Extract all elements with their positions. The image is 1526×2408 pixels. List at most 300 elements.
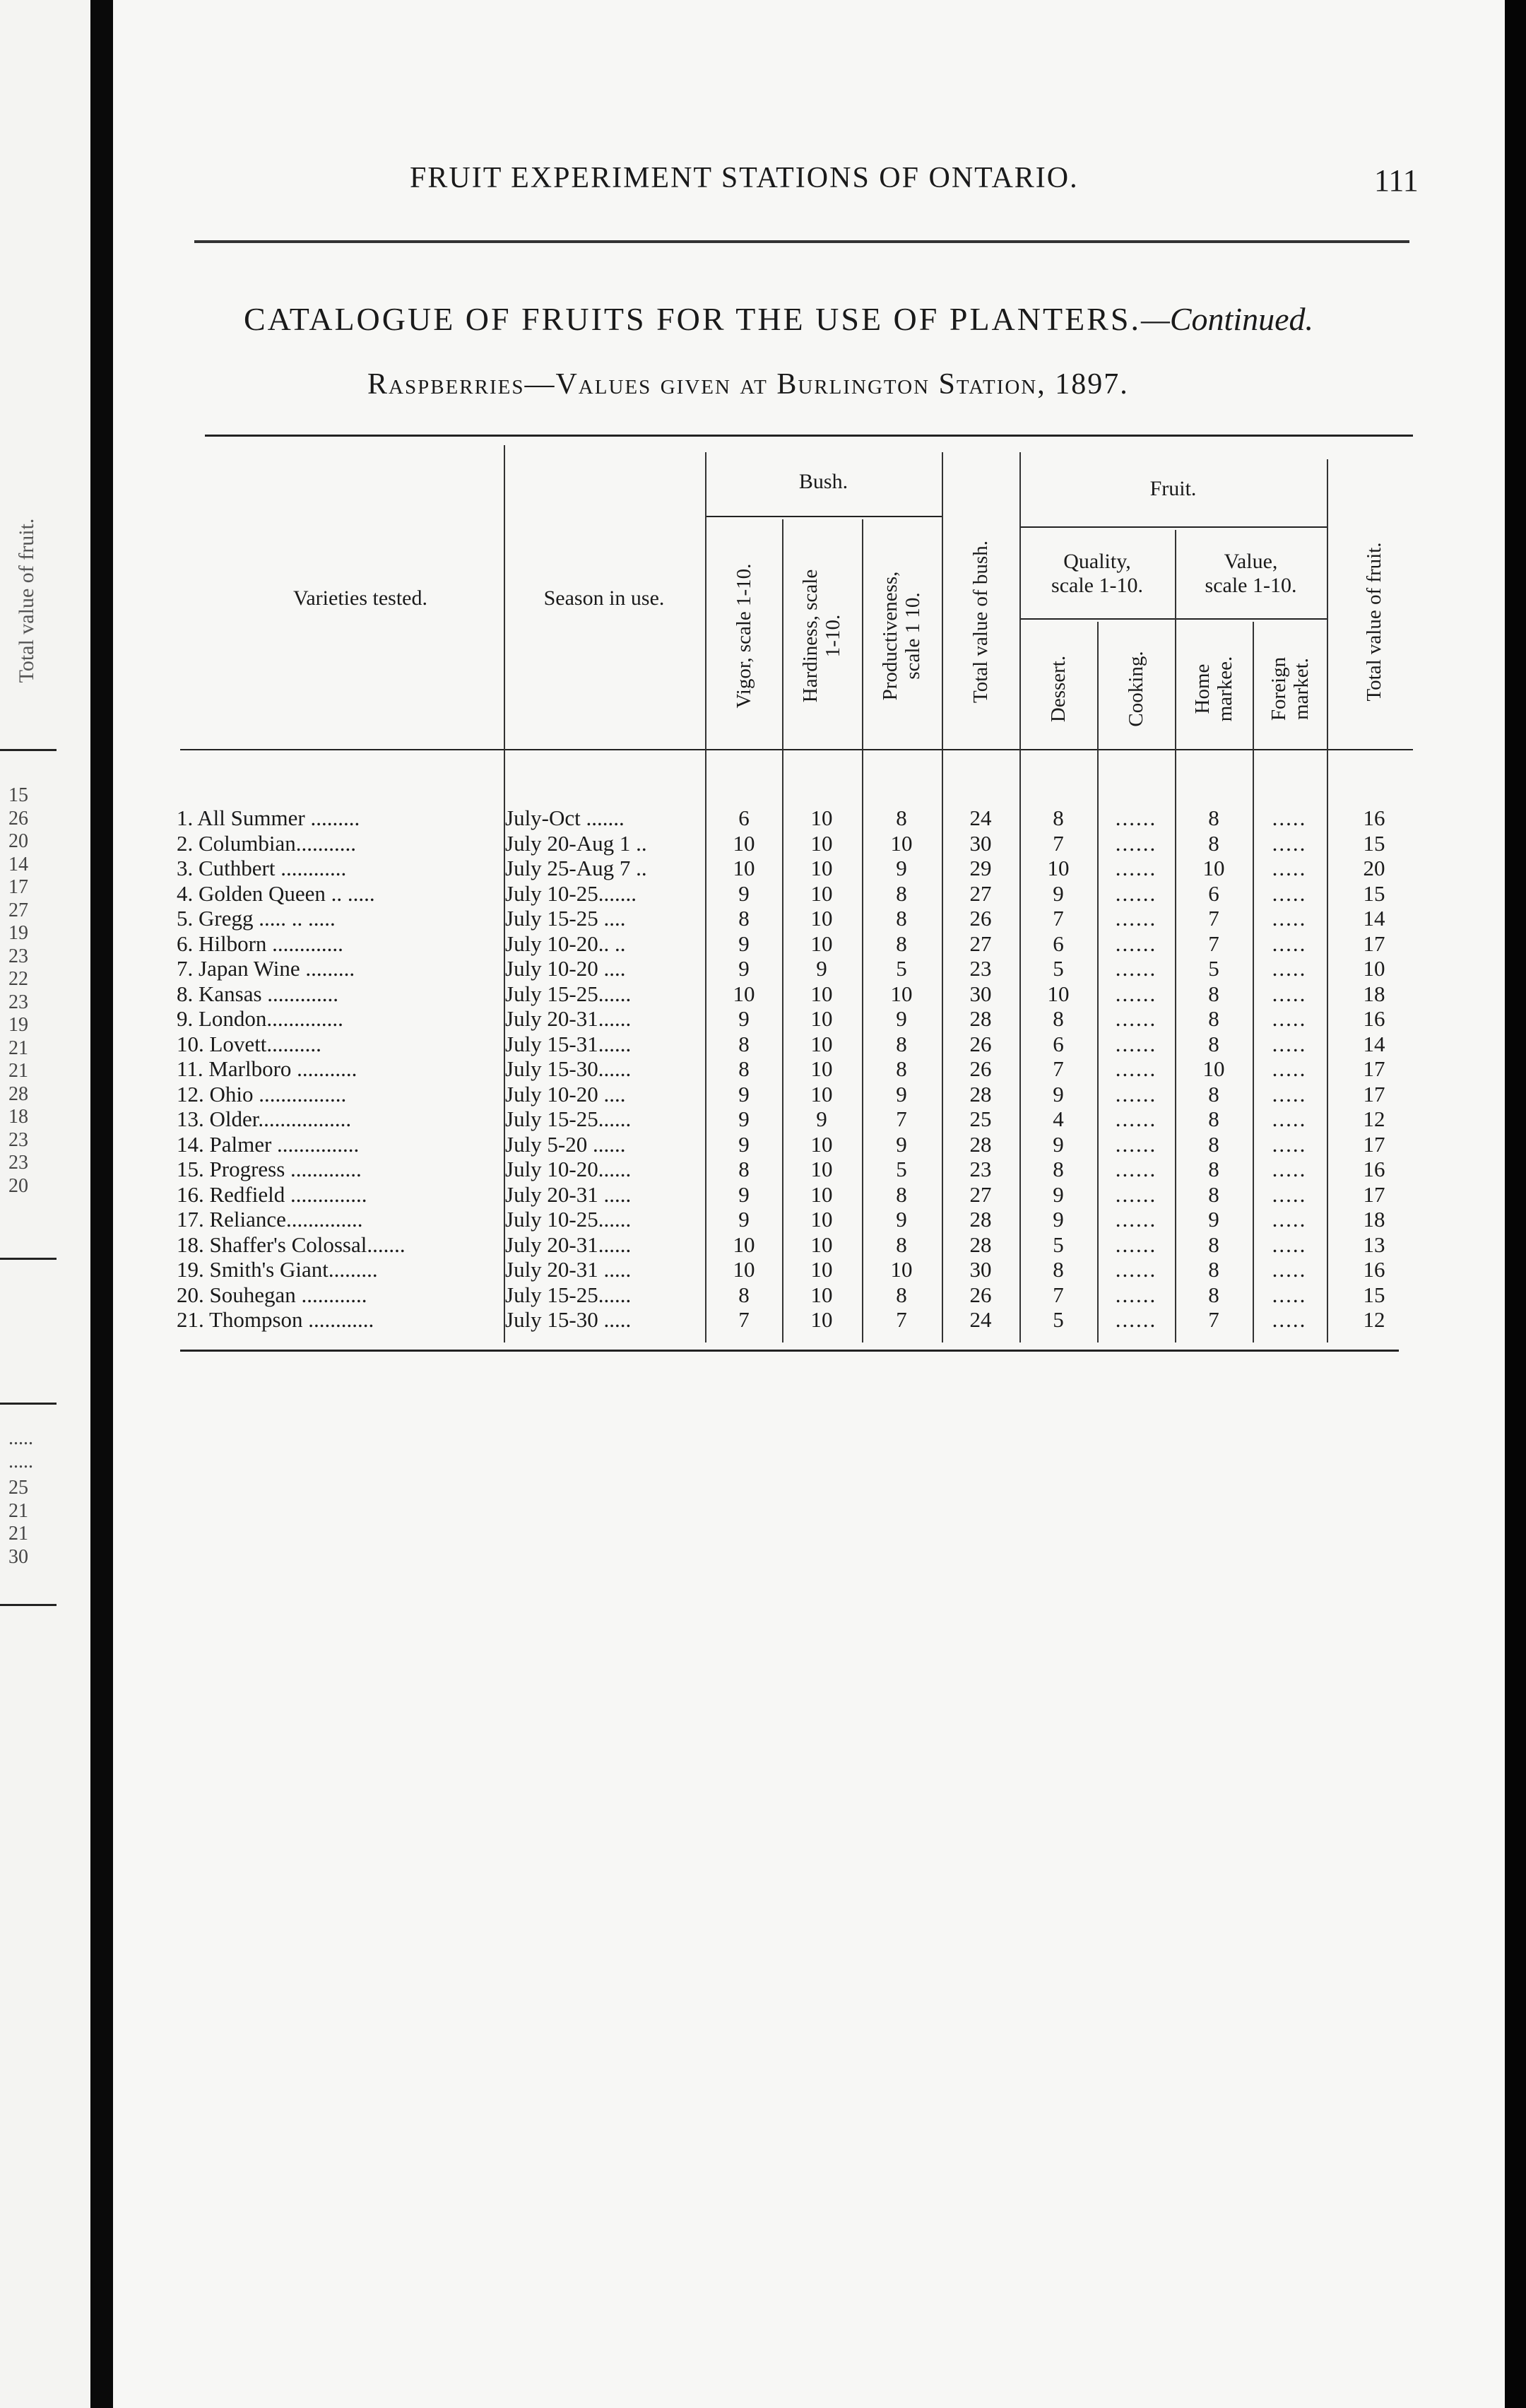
- values-table: Varieties tested. Season in use. Bush. Fruit. Quality, scale 1-10. Value, scale 1-10. Vigor, scale 1-10. Hardiness, scale 1-10. Productiveness, scale 1 10. Total value of bush. Dessert. Cooking. Home markee. Foreign market. Total value of fruit. 1. All Summer ......... July-Oct ....... 6 10 8 24 8 ...... 8 ..... 16 2. Columbian........... July 20-Aug 1 .. 10 10 10 30 7 ...... 8 ..... 15 3. Cuthbert ............ July 25-Aug 7 .. 10 10 9 29 10 ...... 10 ..... 20 4. Golden Queen .. ..... July 10-25....... 9 10 8 27 9 ...... 6 ..... 15 5. Gregg ..... .. ..... July 15-25 .... 8 10 8 26 7 ...... 7 ..... 14 6. Hilborn ............. July 10-20.. .. 9 10 8 27 6 ...... 7 ..... 17 7. Japan Wine ......... July 10-20 .... 9 9 5 23 5 ...... 5 ..... 10 8. Kansas ............. July 15-25...... 10 10 10 30 10 ...... 8 ..... 18 9. London.............. July 20-31...... 9 10 9 28 8 ...... 8 ..... 16 10. Lovett.......... July 15-31...... 8 10 8 26 6 ...... 8 ..... 14 11. Marlboro ........... July 15-30...... 8 10 8 26 7 ...... 10 ..... 17 12. Ohio ................ July 10-20 .... 9 10 9 28 9 ...... 8 ..... 17 13. Older................. July 15-25...... 9 9 7 25 4 ...... 8 ..... 12 14. Palmer ............... July 5-20 ...... 9 10 9 28 9 ...... 8 ..... 17 15. Progress ............. July 10-20...... 8 10 5 23 8 ...... 8 ..... 16 16. Redfield .............. July 20-31 ..... 9 10 8 27 9 ...... 8 ..... 17 17. Reliance.............. July 10-25...... 9 10 9 28 9 ...... 9 ..... 18 18. Shaffer's Colossal....... July 20-31...... 10 10 8 28 5 ...... 8 ..... 13 19. Smith's Giant......... July 20-31 ..... 10 10 10 30 8 ...... 8 ..... 16 20. Souhegan ............ July 15-25...... 8 10 8 26 7 ...... 8 ..... 15 21. Thompson ............ July 15-30 ..... 7 10 7 24 5 ...... 7 ..... 12: [113, 0, 1505, 2408]
- vigor-cell: 9: [738, 880, 750, 906]
- vigor-cell: 10: [733, 830, 755, 856]
- previous-page-column-header: Total value of fruit.: [15, 518, 38, 683]
- home-market-cell: 8: [1208, 1232, 1219, 1257]
- previous-page-value: 14: [8, 853, 28, 875]
- productiveness-cell: 5: [896, 956, 907, 981]
- vigor-cell: 9: [738, 1006, 750, 1031]
- hardiness-cell: 10: [810, 981, 833, 1006]
- total-fruit-cell: 13: [1363, 1232, 1385, 1257]
- productiveness-cell: 10: [890, 1257, 913, 1282]
- hardiness-cell: 10: [810, 1232, 833, 1257]
- home-market-cell: 9: [1208, 1207, 1219, 1232]
- dessert-cell: 8: [1053, 1157, 1064, 1181]
- table-row: [113, 1307, 1505, 1333]
- home-market-cell: 6: [1208, 880, 1219, 906]
- home-market-cell: 7: [1208, 931, 1219, 956]
- total-bush-cell: 27: [969, 931, 992, 956]
- foreign-market-cell: .....: [1272, 1081, 1307, 1106]
- cooking-cell: ......: [1115, 805, 1157, 830]
- home-market-cell: 10: [1202, 1056, 1225, 1081]
- season-cell: July 20-31 .....: [505, 1181, 632, 1207]
- vigor-cell: 8: [738, 1157, 750, 1181]
- home-market-cell: 8: [1208, 830, 1219, 856]
- season-cell: July 10-25......: [505, 1207, 632, 1232]
- vigor-cell: 8: [738, 1056, 750, 1081]
- total-bush-cell: 26: [969, 1031, 992, 1056]
- vigor-cell: 9: [738, 1131, 750, 1157]
- previous-page-value: 23: [8, 1152, 28, 1174]
- productiveness-cell: 8: [896, 1056, 907, 1081]
- productiveness-cell: 7: [896, 1307, 907, 1332]
- previous-page-value: 17: [8, 876, 28, 898]
- table-row: [113, 881, 1505, 907]
- table-row: [113, 1082, 1505, 1107]
- season-cell: July 20-31......: [505, 1232, 632, 1257]
- previous-page-rule: [0, 1258, 57, 1260]
- foreign-market-cell: .....: [1272, 1006, 1307, 1031]
- season-cell: July 20-Aug 1 ..: [505, 830, 647, 856]
- total-fruit-cell: 14: [1363, 1031, 1385, 1056]
- hardiness-cell: 10: [810, 856, 833, 880]
- vigor-cell: 10: [733, 981, 755, 1006]
- foreign-market-cell: .....: [1272, 1282, 1307, 1307]
- home-market-cell: 8: [1208, 805, 1219, 830]
- cooking-cell: ......: [1115, 1207, 1157, 1232]
- foreign-market-cell: .....: [1272, 830, 1307, 856]
- variety-cell: 3. Cuthbert ............: [177, 856, 347, 880]
- foreign-market-cell: .....: [1272, 1257, 1307, 1282]
- vigor-cell: 9: [738, 1081, 750, 1106]
- productiveness-cell: 10: [890, 981, 913, 1006]
- cooking-cell: ......: [1115, 906, 1157, 931]
- previous-page-value: 30: [8, 1545, 28, 1568]
- previous-page-values-bottom: [8, 1477, 51, 1569]
- home-market-cell: 8: [1208, 1282, 1219, 1307]
- season-cell: July 15-30......: [505, 1056, 632, 1081]
- total-bush-cell: 28: [969, 1006, 992, 1031]
- vigor-cell: 10: [733, 856, 755, 880]
- foreign-market-cell: .....: [1272, 880, 1307, 906]
- previous-page-values-top: [8, 784, 51, 1198]
- total-bush-cell: 26: [969, 906, 992, 931]
- table-row: [113, 1032, 1505, 1057]
- table-row: [113, 981, 1505, 1007]
- total-fruit-cell: 18: [1363, 1207, 1385, 1232]
- dessert-cell: 5: [1053, 1232, 1064, 1257]
- variety-cell: 20. Souhegan ............: [177, 1282, 367, 1307]
- previous-page-rule: [0, 1604, 57, 1606]
- variety-cell: 16. Redfield ..............: [177, 1181, 367, 1207]
- vigor-cell: 6: [738, 805, 750, 830]
- home-market-cell: 8: [1208, 981, 1219, 1006]
- header-season: Season in use.: [543, 586, 665, 610]
- total-bush-cell: 24: [969, 1307, 992, 1332]
- total-bush-cell: 30: [969, 1257, 992, 1282]
- previous-page-value: 18: [8, 1106, 28, 1128]
- productiveness-cell: 8: [896, 931, 907, 956]
- home-market-cell: 8: [1208, 1106, 1219, 1131]
- foreign-market-cell: .....: [1272, 956, 1307, 981]
- hardiness-cell: 10: [810, 880, 833, 906]
- productiveness-cell: 8: [896, 805, 907, 830]
- total-fruit-cell: 12: [1363, 1106, 1385, 1131]
- total-bush-cell: 27: [969, 880, 992, 906]
- catalogue-continued: —Continued.: [1140, 301, 1314, 337]
- productiveness-cell: 9: [896, 1207, 907, 1232]
- hardiness-cell: 10: [810, 1157, 833, 1181]
- previous-page-value: 23: [8, 991, 28, 1013]
- page-number: 111: [1374, 163, 1419, 198]
- productiveness-cell: 9: [896, 1131, 907, 1157]
- previous-page-value: 22: [8, 968, 28, 990]
- total-bush-cell: 24: [969, 805, 992, 830]
- hardiness-cell: 10: [810, 1282, 833, 1307]
- variety-cell: 21. Thompson ............: [177, 1307, 374, 1332]
- previous-page-value: 21: [8, 1060, 28, 1082]
- cooking-cell: ......: [1115, 1006, 1157, 1031]
- dessert-cell: 9: [1053, 880, 1064, 906]
- table-row: [113, 906, 1505, 931]
- season-cell: July 15-25......: [505, 1282, 632, 1307]
- variety-cell: 17. Reliance..............: [177, 1207, 363, 1232]
- total-fruit-cell: 17: [1363, 1131, 1385, 1157]
- cooking-cell: ......: [1115, 880, 1157, 906]
- total-bush-cell: 29: [969, 856, 992, 880]
- header-value: Value, scale 1-10.: [1205, 550, 1297, 597]
- previous-page-value: 21: [8, 1499, 28, 1522]
- dessert-cell: 8: [1053, 1006, 1064, 1031]
- variety-cell: 19. Smith's Giant.........: [177, 1257, 378, 1282]
- vigor-cell: 9: [738, 956, 750, 981]
- cooking-cell: ......: [1115, 956, 1157, 981]
- dessert-cell: 10: [1047, 856, 1070, 880]
- cooking-cell: ......: [1115, 981, 1157, 1006]
- foreign-market-cell: .....: [1272, 1207, 1307, 1232]
- cooking-cell: ......: [1115, 1181, 1157, 1207]
- variety-cell: 9. London..............: [177, 1006, 343, 1031]
- header-varieties: Varieties tested.: [293, 586, 427, 610]
- table-row: [113, 931, 1505, 957]
- foreign-market-cell: .....: [1272, 1181, 1307, 1207]
- total-fruit-cell: 15: [1363, 1282, 1385, 1307]
- hardiness-cell: 10: [810, 830, 833, 856]
- foreign-market-cell: .....: [1272, 1106, 1307, 1131]
- hardiness-cell: 9: [816, 1106, 827, 1131]
- total-bush-cell: 30: [969, 981, 992, 1006]
- vigor-cell: 9: [738, 1106, 750, 1131]
- dessert-cell: 5: [1053, 1307, 1064, 1332]
- vigor-cell: 9: [738, 1207, 750, 1232]
- productiveness-cell: 7: [896, 1106, 907, 1131]
- total-fruit-cell: 10: [1363, 956, 1385, 981]
- total-fruit-cell: 16: [1363, 805, 1385, 830]
- total-fruit-cell: 15: [1363, 830, 1385, 856]
- table-row: [113, 805, 1505, 831]
- total-bush-cell: 27: [969, 1181, 992, 1207]
- dessert-cell: 4: [1053, 1106, 1064, 1131]
- hardiness-cell: 10: [810, 1307, 833, 1332]
- total-fruit-cell: 16: [1363, 1257, 1385, 1282]
- total-bush-cell: 26: [969, 1056, 992, 1081]
- dessert-cell: 9: [1053, 1181, 1064, 1207]
- previous-page-dots-cell: .....: [8, 1427, 33, 1449]
- table-row: [113, 956, 1505, 981]
- cooking-cell: ......: [1115, 1081, 1157, 1106]
- table-row: [113, 1257, 1505, 1282]
- previous-page-strip: [0, 0, 90, 2408]
- table-row: [113, 856, 1505, 881]
- header-quality: Quality, scale 1-10.: [1051, 550, 1143, 597]
- season-cell: July-Oct .......: [505, 805, 625, 830]
- total-bush-cell: 28: [969, 1081, 992, 1106]
- header-bush: Bush.: [798, 470, 848, 493]
- hardiness-cell: 10: [810, 1181, 833, 1207]
- home-market-cell: 5: [1208, 956, 1219, 981]
- previous-page-value: 23: [8, 1128, 28, 1151]
- cooking-cell: ......: [1115, 830, 1157, 856]
- cooking-cell: ......: [1115, 1257, 1157, 1282]
- dessert-cell: 7: [1053, 1282, 1064, 1307]
- home-market-cell: 8: [1208, 1257, 1219, 1282]
- season-cell: July 25-Aug 7 ..: [505, 856, 647, 880]
- fruit-group-rule: [1019, 526, 1327, 528]
- header-bottom-rule: [180, 749, 1413, 750]
- total-bush-cell: 28: [969, 1232, 992, 1257]
- home-market-cell: 7: [1208, 906, 1219, 931]
- total-fruit-cell: 14: [1363, 906, 1385, 931]
- foreign-market-cell: .....: [1272, 1131, 1307, 1157]
- table-row: [113, 1157, 1505, 1182]
- table-row: [113, 1132, 1505, 1157]
- productiveness-cell: 8: [896, 1181, 907, 1207]
- dessert-cell: 5: [1053, 956, 1064, 981]
- cooking-cell: ......: [1115, 1056, 1157, 1081]
- dessert-cell: 6: [1053, 931, 1064, 956]
- previous-page-rule: [0, 749, 57, 751]
- total-fruit-cell: 17: [1363, 1181, 1385, 1207]
- productiveness-cell: 8: [896, 880, 907, 906]
- previous-page-value: 19: [8, 1014, 28, 1036]
- gutter: [90, 0, 113, 2408]
- dessert-cell: 8: [1053, 1257, 1064, 1282]
- season-cell: July 10-20 ....: [505, 1081, 626, 1106]
- vigor-cell: 7: [738, 1307, 750, 1332]
- previous-page-value: 23: [8, 945, 28, 967]
- catalogue-title: CATALOGUE OF FRUITS FOR THE USE OF PLANTERS.—Continued.: [244, 301, 1314, 337]
- total-bush-cell: 26: [969, 1282, 992, 1307]
- dessert-cell: 7: [1053, 906, 1064, 931]
- variety-cell: 14. Palmer ...............: [177, 1131, 360, 1157]
- productiveness-cell: 10: [890, 830, 913, 856]
- previous-page-dots: [8, 1427, 51, 1473]
- dessert-cell: 7: [1053, 830, 1064, 856]
- variety-cell: 4. Golden Queen .. .....: [177, 880, 375, 906]
- cooking-cell: ......: [1115, 1131, 1157, 1157]
- vigor-cell: 9: [738, 1181, 750, 1207]
- hardiness-cell: 9: [816, 956, 827, 981]
- vigor-cell: 10: [733, 1232, 755, 1257]
- dessert-cell: 9: [1053, 1131, 1064, 1157]
- hardiness-cell: 10: [810, 931, 833, 956]
- page-edge: [1505, 0, 1526, 2408]
- hardiness-cell: 10: [810, 1031, 833, 1056]
- previous-page-rule: [0, 1403, 57, 1405]
- home-market-cell: 8: [1208, 1131, 1219, 1157]
- variety-cell: 15. Progress .............: [177, 1157, 362, 1181]
- previous-page-value: 28: [8, 1082, 28, 1105]
- foreign-market-cell: .....: [1272, 1232, 1307, 1257]
- hardiness-cell: 10: [810, 1081, 833, 1106]
- previous-page-value: 19: [8, 922, 28, 944]
- previous-page-value: 21: [8, 1037, 28, 1059]
- table-row: [113, 1232, 1505, 1258]
- foreign-market-cell: .....: [1272, 856, 1307, 880]
- cooking-cell: ......: [1115, 856, 1157, 880]
- total-bush-cell: 28: [969, 1131, 992, 1157]
- season-cell: July 15-31......: [505, 1031, 632, 1056]
- variety-cell: 11. Marlboro ...........: [177, 1056, 357, 1081]
- table-row: [113, 1207, 1505, 1232]
- table-row: [113, 1006, 1505, 1032]
- bush-group-rule: [705, 516, 942, 517]
- foreign-market-cell: .....: [1272, 1031, 1307, 1056]
- quality-value-rule: [1019, 618, 1327, 620]
- variety-cell: 18. Shaffer's Colossal.......: [177, 1232, 406, 1257]
- foreign-market-cell: .....: [1272, 981, 1307, 1006]
- variety-cell: 7. Japan Wine .........: [177, 956, 355, 981]
- season-cell: July 10-20......: [505, 1157, 632, 1181]
- home-market-cell: 8: [1208, 1181, 1219, 1207]
- foreign-market-cell: .....: [1272, 1056, 1307, 1081]
- table-row: [113, 1106, 1505, 1132]
- cooking-cell: ......: [1115, 1157, 1157, 1181]
- productiveness-cell: 8: [896, 1031, 907, 1056]
- foreign-market-cell: .....: [1272, 1307, 1307, 1332]
- previous-page-value: 21: [8, 1523, 28, 1545]
- foreign-market-cell: .....: [1272, 906, 1307, 931]
- dessert-cell: 9: [1053, 1207, 1064, 1232]
- season-cell: July 10-20 ....: [505, 956, 626, 981]
- header-fruit: Fruit.: [1149, 477, 1197, 500]
- total-bush-cell: 23: [969, 1157, 992, 1181]
- table-row: [113, 1182, 1505, 1208]
- total-fruit-cell: 12: [1363, 1307, 1385, 1332]
- productiveness-cell: 9: [896, 1006, 907, 1031]
- home-market-cell: 8: [1208, 1006, 1219, 1031]
- vigor-cell: 8: [738, 1031, 750, 1056]
- home-market-cell: 8: [1208, 1081, 1219, 1106]
- productiveness-cell: 8: [896, 1282, 907, 1307]
- hardiness-cell: 10: [810, 1056, 833, 1081]
- document-page: [113, 0, 1505, 2408]
- previous-page-value: 20: [8, 1174, 28, 1197]
- previous-page-value: 20: [8, 830, 28, 852]
- total-fruit-cell: 17: [1363, 1081, 1385, 1106]
- total-bush-cell: 23: [969, 956, 992, 981]
- variety-cell: 13. Older.................: [177, 1106, 352, 1131]
- table-row: [113, 1282, 1505, 1308]
- dessert-cell: 8: [1053, 805, 1064, 830]
- hardiness-cell: 10: [810, 1207, 833, 1232]
- variety-cell: 2. Columbian...........: [177, 830, 357, 856]
- season-cell: July 10-25.......: [505, 880, 637, 906]
- variety-cell: 5. Gregg ..... .. .....: [177, 906, 336, 931]
- season-cell: July 20-31......: [505, 1006, 632, 1031]
- table-subheading: Raspberries—Values given at Burlington Station, 1897.: [367, 368, 1129, 401]
- foreign-market-cell: .....: [1272, 1157, 1307, 1181]
- previous-page-value: 27: [8, 899, 28, 921]
- variety-cell: 6. Hilborn .............: [177, 931, 343, 956]
- hardiness-cell: 10: [810, 1131, 833, 1157]
- season-cell: July 20-31 .....: [505, 1257, 632, 1282]
- productiveness-cell: 8: [896, 906, 907, 931]
- hardiness-cell: 10: [810, 1006, 833, 1031]
- total-fruit-cell: 16: [1363, 1006, 1385, 1031]
- home-market-cell: 7: [1208, 1307, 1219, 1332]
- cooking-cell: ......: [1115, 1031, 1157, 1056]
- productiveness-cell: 8: [896, 1232, 907, 1257]
- productiveness-cell: 9: [896, 1081, 907, 1106]
- dessert-cell: 6: [1053, 1031, 1064, 1056]
- cooking-cell: ......: [1115, 931, 1157, 956]
- vigor-cell: 9: [738, 931, 750, 956]
- vigor-cell: 8: [738, 1282, 750, 1307]
- variety-cell: 10. Lovett..........: [177, 1031, 321, 1056]
- dessert-cell: 9: [1053, 1081, 1064, 1106]
- cooking-cell: ......: [1115, 1307, 1157, 1332]
- season-cell: July 5-20 ......: [505, 1131, 626, 1157]
- hardiness-cell: 10: [810, 1257, 833, 1282]
- season-cell: July 15-25 ....: [505, 906, 626, 931]
- table-top-rule: [205, 435, 1413, 437]
- home-market-cell: 10: [1202, 856, 1225, 880]
- previous-page-value: 15: [8, 784, 28, 806]
- total-fruit-cell: 18: [1363, 981, 1385, 1006]
- season-cell: July 10-20.. ..: [505, 931, 626, 956]
- total-bush-cell: 28: [969, 1207, 992, 1232]
- total-fruit-cell: 17: [1363, 1056, 1385, 1081]
- cooking-cell: ......: [1115, 1232, 1157, 1257]
- table-row: [113, 831, 1505, 856]
- running-head: FRUIT EXPERIMENT STATIONS OF ONTARIO.: [410, 162, 1079, 194]
- variety-cell: 1. All Summer .........: [177, 805, 360, 830]
- previous-page-dots-cell: .....: [8, 1450, 33, 1472]
- season-cell: July 15-25......: [505, 1106, 632, 1131]
- hardiness-cell: 10: [810, 906, 833, 931]
- total-fruit-cell: 15: [1363, 880, 1385, 906]
- foreign-market-cell: .....: [1272, 931, 1307, 956]
- vigor-cell: 10: [733, 1257, 755, 1282]
- vigor-cell: 8: [738, 906, 750, 931]
- dessert-cell: 10: [1047, 981, 1070, 1006]
- total-fruit-cell: 16: [1363, 1157, 1385, 1181]
- home-market-cell: 8: [1208, 1031, 1219, 1056]
- cooking-cell: ......: [1115, 1282, 1157, 1307]
- foreign-market-cell: .....: [1272, 805, 1307, 830]
- productiveness-cell: 5: [896, 1157, 907, 1181]
- dessert-cell: 7: [1053, 1056, 1064, 1081]
- home-market-cell: 8: [1208, 1157, 1219, 1181]
- season-cell: July 15-30 .....: [505, 1307, 632, 1332]
- variety-cell: 12. Ohio ................: [177, 1081, 347, 1106]
- total-fruit-cell: 17: [1363, 931, 1385, 956]
- total-fruit-cell: 20: [1363, 856, 1385, 880]
- previous-page-value: 25: [8, 1477, 28, 1499]
- previous-page-value: 26: [8, 807, 28, 830]
- season-cell: July 15-25......: [505, 981, 632, 1006]
- table-bottom-rule: [180, 1350, 1399, 1352]
- table-row: [113, 1056, 1505, 1082]
